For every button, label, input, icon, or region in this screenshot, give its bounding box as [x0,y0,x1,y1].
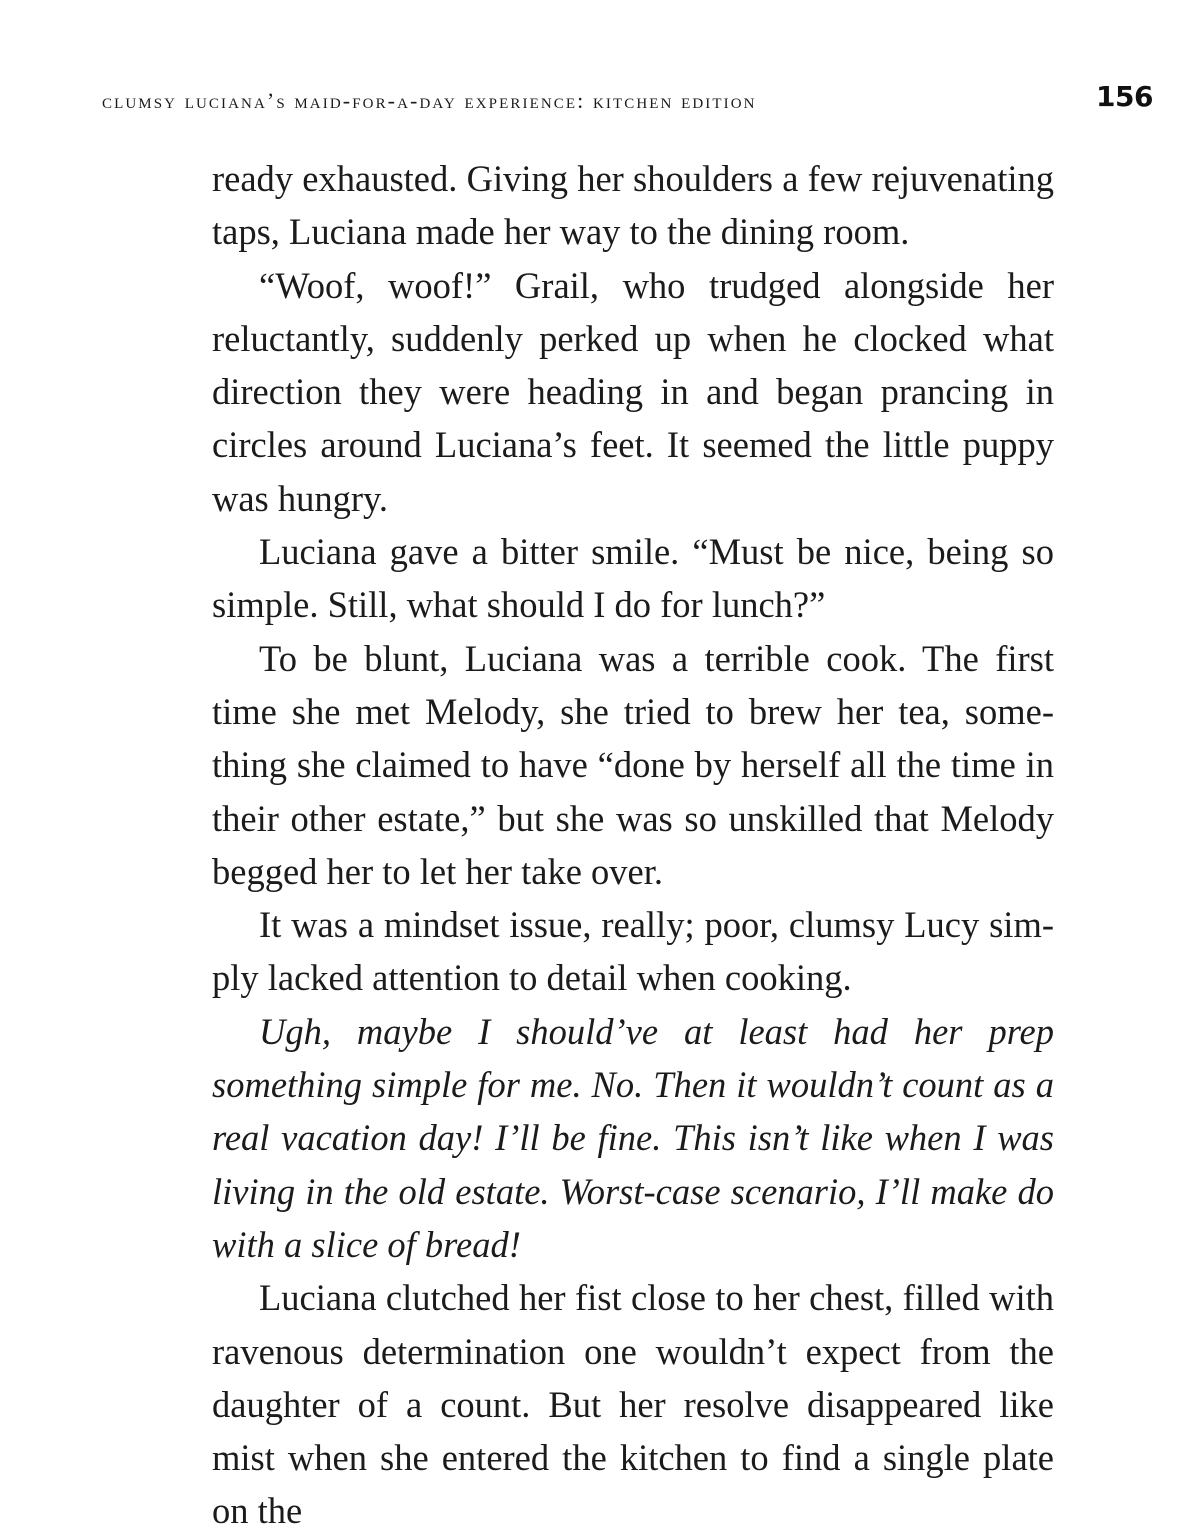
paragraph: It was a mindset issue, really; poor, clumsy Lucy simply lacked attention to detail when cooking. [212,904,1054,999]
paragraph: Luciana gave a bitter smile. “Must be nice, being so simple. Still, what should I do for lunch?” [212,531,1054,626]
paragraph: “Woof, woof!” Grail, who trudged alongside her reluctantly, suddenly perked up when he clocked what direction they were heading in and began prancing in circles around Luciana’s feet. It seemed the little puppy was hungry. [212,264,1054,519]
chapter-title: clumsy luciana’s maid-for-a-day experience: kitchen edition [102,88,757,113]
paragraph: ready exhausted. Giving her shoulders a few rejuvenating taps, Luciana made her way to the dining room. [212,158,1054,253]
page-number: 156 [1096,80,1153,113]
paragraph: To be blunt, Luciana was a terrible cook. The first time she met Melody, she tried to brew her tea, something she claimed to have “done by herself all the time in their other estate,” but she was so unskilled that Melody begged her to let her take over. [212,637,1054,892]
paragraph: Luciana clutched her fist close to her chest, filled with ravenous determination one wouldn’t expect from the daughter of a count. But her resolve disappeared like mist when she entered the kitchen to find a single plate on the [212,1277,1054,1532]
body-text [212,152,1054,1538]
running-header [0,78,1200,122]
italic-paragraph: Ugh, maybe I should’ve at least had her prep something simple for me. No. Then it wouldn’t count as a real vacation day! I’ll be fine. This isn’t like when I was living in the old estate. Worst-case scenario, I’ll make do with a slice of bread! [212,1010,1054,1265]
